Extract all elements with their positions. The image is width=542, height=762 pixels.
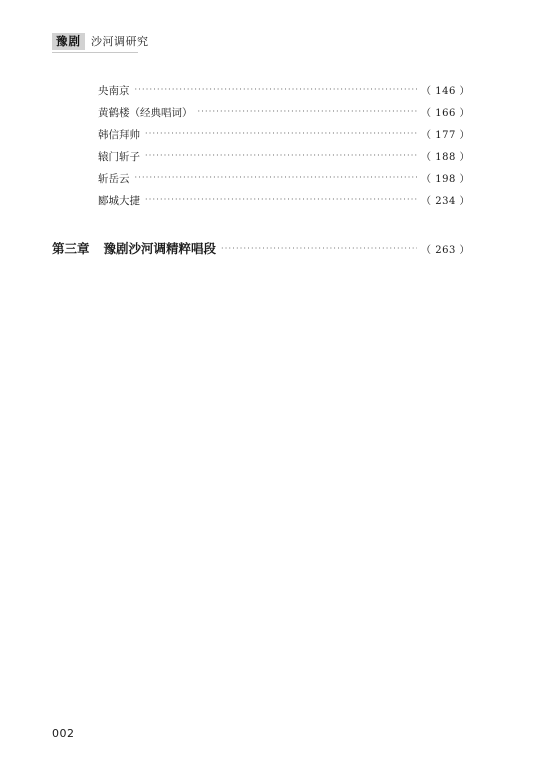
header-divider bbox=[52, 52, 138, 53]
dot-leader bbox=[221, 242, 417, 256]
chapter-label: 第三章 bbox=[52, 241, 90, 256]
dot-leader bbox=[198, 105, 418, 119]
dot-leader bbox=[145, 193, 417, 207]
dot-leader bbox=[145, 149, 417, 163]
book-title: 沙河调研究 bbox=[91, 35, 149, 48]
toc-entry[interactable] bbox=[98, 128, 470, 143]
toc-entry[interactable] bbox=[98, 150, 470, 165]
page-number: 002 bbox=[52, 727, 75, 740]
toc-entry-title: 辕门斩子 bbox=[98, 151, 140, 163]
toc-entry-page: （ 234 ） bbox=[421, 196, 470, 207]
book-series-badge: 豫剧 bbox=[52, 33, 85, 50]
toc-entry-title: 郾城大捷 bbox=[98, 195, 140, 207]
toc-chapter-entry[interactable] bbox=[52, 242, 470, 258]
dot-leader bbox=[135, 171, 418, 185]
toc-entry-page: （ 188 ） bbox=[421, 152, 470, 163]
toc-entry-title: 央南京 bbox=[98, 85, 130, 97]
chapter-title: 豫剧沙河调精粹唱段 bbox=[103, 241, 217, 256]
toc-entry-title: 斩岳云 bbox=[98, 173, 130, 185]
toc-entry[interactable] bbox=[98, 84, 470, 99]
toc-entry[interactable] bbox=[98, 106, 470, 121]
toc-entry[interactable] bbox=[98, 172, 470, 187]
running-header bbox=[52, 32, 149, 50]
toc-entry-page: （ 146 ） bbox=[421, 86, 470, 97]
dot-leader bbox=[145, 127, 417, 141]
toc-entry-page: （ 166 ） bbox=[421, 108, 470, 119]
toc-entry-title: 黄鹤楼（经典唱词） bbox=[98, 107, 193, 119]
toc-entry-page: （ 177 ） bbox=[421, 130, 470, 141]
toc-entry-page: （ 198 ） bbox=[421, 174, 470, 185]
chapter-page: （ 263 ） bbox=[421, 245, 470, 256]
toc-entry[interactable] bbox=[98, 194, 470, 209]
toc-entry-title: 韩信拜帅 bbox=[98, 129, 140, 141]
dot-leader bbox=[135, 83, 418, 97]
